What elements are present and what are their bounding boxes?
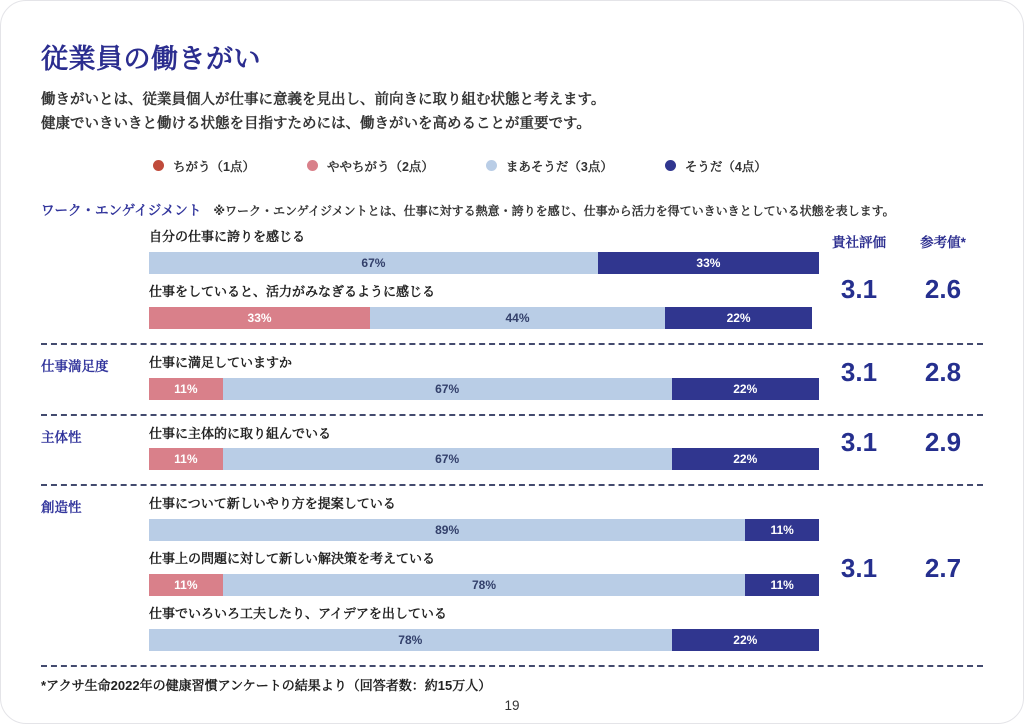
bar-segment: 67%	[223, 378, 672, 400]
legend-dot-lightblue	[486, 160, 497, 171]
bar-segment: 78%	[223, 574, 746, 596]
section-initiative	[41, 416, 983, 471]
bar-segment: 33%	[598, 252, 819, 274]
bar-segment: 11%	[149, 574, 223, 596]
chart-legend	[153, 157, 983, 175]
score-values-wrap	[819, 251, 983, 329]
score-column-headers	[819, 219, 983, 251]
score-column	[819, 416, 983, 471]
score-column	[819, 345, 983, 400]
score-values	[819, 427, 983, 458]
section-job-satisfaction	[41, 345, 983, 400]
bar-segment: 22%	[672, 629, 819, 651]
reference-score-header: 参考値*	[920, 234, 966, 250]
section-body	[149, 416, 819, 471]
score-column	[819, 486, 983, 651]
bar-segment: 67%	[223, 448, 672, 470]
question-row	[149, 496, 819, 541]
intro-line-2: 健康でいきいきと働ける状態を目指すためには、働きがいを高めることが重要です。	[41, 115, 591, 132]
section-label: ワーク・エンゲイジメント	[41, 202, 202, 218]
reference-score: 2.9	[924, 427, 962, 458]
score-column	[819, 219, 983, 329]
question-label: 仕事上の問題に対して新しい解決策を考えている	[149, 551, 436, 567]
legend-dot-navy	[665, 160, 676, 171]
bar-segment: 33%	[149, 307, 370, 329]
question-row	[149, 355, 819, 400]
section-body	[149, 486, 819, 651]
bar-segment: 67%	[149, 252, 598, 274]
bar-segment: 22%	[665, 307, 812, 329]
legend-item	[153, 157, 255, 175]
question-row	[149, 551, 819, 596]
question-label: 自分の仕事に誇りを感じる	[149, 228, 306, 244]
company-score-header: 貴社評価	[832, 234, 886, 250]
legend-label: まあそうだ（3点）	[505, 159, 613, 174]
bar-segment: 22%	[672, 378, 819, 400]
legend-item	[486, 157, 613, 175]
section-creativity	[41, 486, 983, 651]
footnote: *アクサ生命2022年の健康習慣アンケートの結果より（回答者数：約15万人）	[41, 678, 492, 694]
section-work-engagement	[41, 219, 983, 329]
section-label: 主体性	[41, 429, 82, 445]
bar-segment: 22%	[672, 448, 819, 470]
score-values	[819, 274, 983, 305]
question-label: 仕事に主体的に取り組んでいる	[149, 425, 332, 441]
bar-segment: 78%	[149, 629, 672, 651]
section-gutter	[41, 486, 149, 651]
question-row	[149, 284, 819, 329]
question-row	[149, 606, 819, 651]
bar-segment: 89%	[149, 519, 745, 541]
company-score: 3.1	[840, 553, 878, 584]
intro-text	[41, 89, 983, 137]
stacked-bar	[149, 252, 819, 274]
legend-dot-red	[153, 160, 164, 171]
section-gutter	[41, 219, 149, 329]
reference-score: 2.8	[924, 356, 962, 387]
section-label: 仕事満足度	[41, 358, 109, 374]
company-score: 3.1	[840, 274, 878, 305]
reference-score: 2.6	[924, 274, 962, 305]
section-label: 創造性	[41, 500, 82, 516]
page-number: 19	[504, 698, 520, 714]
section-gutter	[41, 416, 149, 471]
bar-segment: 11%	[149, 378, 223, 400]
question-label: 仕事をしていると、活力がみなぎるように感じる	[149, 283, 436, 299]
question-label: 仕事でいろいろ工夫したり、アイデアを出している	[149, 606, 447, 622]
legend-label: そうだ（4点）	[684, 159, 767, 174]
intro-line-1: 働きがいとは、従業員個人が仕事に意義を見出し、前向きに取り組む状態と考えます。	[41, 92, 606, 108]
score-values	[819, 553, 983, 584]
company-score: 3.1	[840, 427, 878, 458]
bar-segment: 11%	[745, 574, 819, 596]
bar-segment: 11%	[149, 448, 223, 470]
section-body	[149, 219, 819, 329]
stacked-bar	[149, 574, 819, 596]
section-note: ※ワーク・エンゲイジメントとは、仕事に対する熱意・誇りを感じ、仕事から活力を得ていきいきとしている状態を表します。	[213, 203, 895, 218]
page-title: 従業員の働きがい	[41, 44, 261, 74]
dashed-separator	[41, 665, 983, 667]
stacked-bar	[149, 307, 819, 329]
company-score: 3.1	[840, 356, 878, 387]
stacked-bar	[149, 448, 819, 470]
legend-label: ややちがう（2点）	[326, 159, 434, 174]
question-label: 仕事について新しいやり方を提案している	[149, 496, 396, 512]
question-row	[149, 426, 819, 471]
question-row	[149, 229, 819, 274]
stacked-bar	[149, 519, 819, 541]
legend-dot-pink	[307, 160, 318, 171]
reference-score: 2.7	[924, 553, 962, 584]
stacked-bar	[149, 378, 819, 400]
stacked-bar	[149, 629, 819, 651]
section-body	[149, 345, 819, 400]
score-values	[819, 357, 983, 388]
bar-segment: 11%	[745, 519, 819, 541]
bar-segment: 44%	[370, 307, 665, 329]
section-gutter	[41, 345, 149, 400]
question-label: 仕事に満足していますか	[149, 354, 293, 370]
legend-item	[307, 157, 434, 175]
legend-item	[665, 157, 767, 175]
legend-label: ちがう（1点）	[173, 159, 255, 174]
section-header-work-engagement	[41, 199, 983, 219]
